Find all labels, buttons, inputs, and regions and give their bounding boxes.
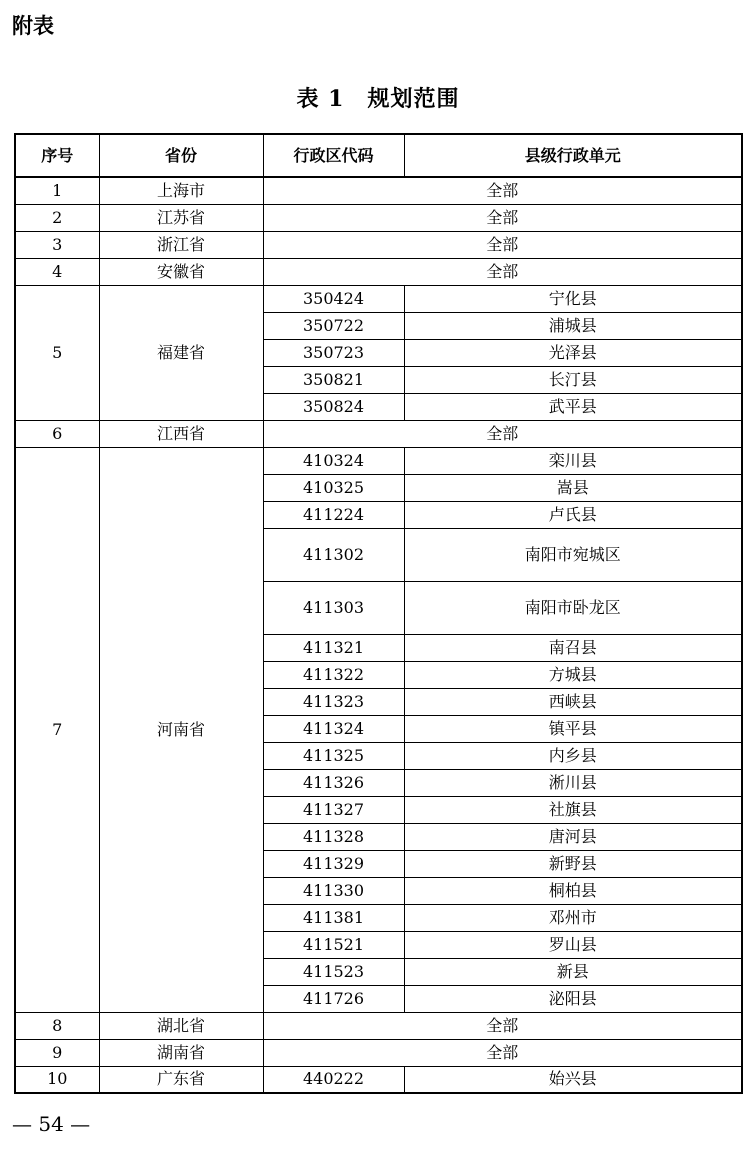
header-province: 省份	[99, 134, 263, 177]
cell-county: 罗山县	[404, 931, 742, 958]
table-body	[15, 177, 742, 1093]
cell-index: 6	[15, 420, 99, 447]
cell-code: 411726	[263, 985, 404, 1012]
cell-province: 湖南省	[99, 1039, 263, 1066]
planning-scope-table	[14, 133, 743, 1094]
cell-province: 江西省	[99, 420, 263, 447]
cell-province: 广东省	[99, 1066, 263, 1093]
cell-county: 南召县	[404, 634, 742, 661]
cell-code: 350722	[263, 312, 404, 339]
cell-index: 5	[15, 285, 99, 420]
cell-code: 411322	[263, 661, 404, 688]
cell-index: 1	[15, 177, 99, 204]
cell-code: 410324	[263, 447, 404, 474]
table-row	[15, 231, 742, 258]
table-title: 表 1 规划范围	[296, 86, 460, 112]
cell-code: 411523	[263, 958, 404, 985]
cell-county: 宁化县	[404, 285, 742, 312]
cell-code: 411302	[263, 528, 404, 581]
cell-county: 方城县	[404, 661, 742, 688]
cell-county: 唐河县	[404, 823, 742, 850]
cell-county: 内乡县	[404, 742, 742, 769]
table-row	[15, 447, 742, 474]
cell-code: 350424	[263, 285, 404, 312]
cell-index: 2	[15, 204, 99, 231]
table-row	[15, 177, 742, 204]
table-row	[15, 204, 742, 231]
cell-province: 福建省	[99, 285, 263, 420]
header-index: 序号	[15, 134, 99, 177]
cell-code: 350821	[263, 366, 404, 393]
cell-county: 西峡县	[404, 688, 742, 715]
cell-province: 浙江省	[99, 231, 263, 258]
cell-county: 新野县	[404, 850, 742, 877]
table-row	[15, 1066, 742, 1093]
cell-code: 411303	[263, 581, 404, 634]
cell-all-counties: 全部	[263, 258, 742, 285]
cell-all-counties: 全部	[263, 1012, 742, 1039]
cell-county: 镇平县	[404, 715, 742, 742]
cell-county: 武平县	[404, 393, 742, 420]
cell-code: 411323	[263, 688, 404, 715]
cell-county: 光泽县	[404, 339, 742, 366]
cell-all-counties: 全部	[263, 177, 742, 204]
header-county: 县级行政单元	[404, 134, 742, 177]
cell-code: 410325	[263, 474, 404, 501]
table-row	[15, 420, 742, 447]
cell-county: 长汀县	[404, 366, 742, 393]
cell-county: 卢氏县	[404, 501, 742, 528]
cell-county: 新县	[404, 958, 742, 985]
cell-index: 10	[15, 1066, 99, 1093]
cell-province: 安徽省	[99, 258, 263, 285]
cell-county: 浦城县	[404, 312, 742, 339]
table-row	[15, 258, 742, 285]
cell-code: 411224	[263, 501, 404, 528]
cell-county: 社旗县	[404, 796, 742, 823]
table-row	[15, 1039, 742, 1066]
cell-county: 栾川县	[404, 447, 742, 474]
cell-all-counties: 全部	[263, 1039, 742, 1066]
table-row	[15, 285, 742, 312]
cell-index: 3	[15, 231, 99, 258]
cell-county: 嵩县	[404, 474, 742, 501]
cell-code: 411326	[263, 769, 404, 796]
cell-code: 411329	[263, 850, 404, 877]
cell-code: 411328	[263, 823, 404, 850]
header-code: 行政区代码	[263, 134, 404, 177]
cell-all-counties: 全部	[263, 231, 742, 258]
cell-code: 411330	[263, 877, 404, 904]
cell-index: 8	[15, 1012, 99, 1039]
cell-province: 湖北省	[99, 1012, 263, 1039]
cell-province: 上海市	[99, 177, 263, 204]
cell-code: 350723	[263, 339, 404, 366]
table-row	[15, 1012, 742, 1039]
cell-index: 9	[15, 1039, 99, 1066]
cell-code: 411321	[263, 634, 404, 661]
cell-code: 350824	[263, 393, 404, 420]
cell-all-counties: 全部	[263, 420, 742, 447]
cell-county: 南阳市宛城区	[404, 528, 742, 581]
cell-county: 淅川县	[404, 769, 742, 796]
cell-code: 440222	[263, 1066, 404, 1093]
cell-county: 桐柏县	[404, 877, 742, 904]
cell-code: 411324	[263, 715, 404, 742]
cell-province: 河南省	[99, 447, 263, 1012]
cell-all-counties: 全部	[263, 204, 742, 231]
table-header-row	[15, 134, 742, 177]
appendix-label: 附表	[12, 14, 54, 38]
cell-index: 7	[15, 447, 99, 1012]
cell-county: 南阳市卧龙区	[404, 581, 742, 634]
cell-county: 泌阳县	[404, 985, 742, 1012]
cell-province: 江苏省	[99, 204, 263, 231]
cell-county: 邓州市	[404, 904, 742, 931]
cell-code: 411325	[263, 742, 404, 769]
cell-code: 411327	[263, 796, 404, 823]
cell-county: 始兴县	[404, 1066, 742, 1093]
page-number: — 54 —	[12, 1112, 91, 1136]
cell-code: 411381	[263, 904, 404, 931]
cell-index: 4	[15, 258, 99, 285]
cell-code: 411521	[263, 931, 404, 958]
